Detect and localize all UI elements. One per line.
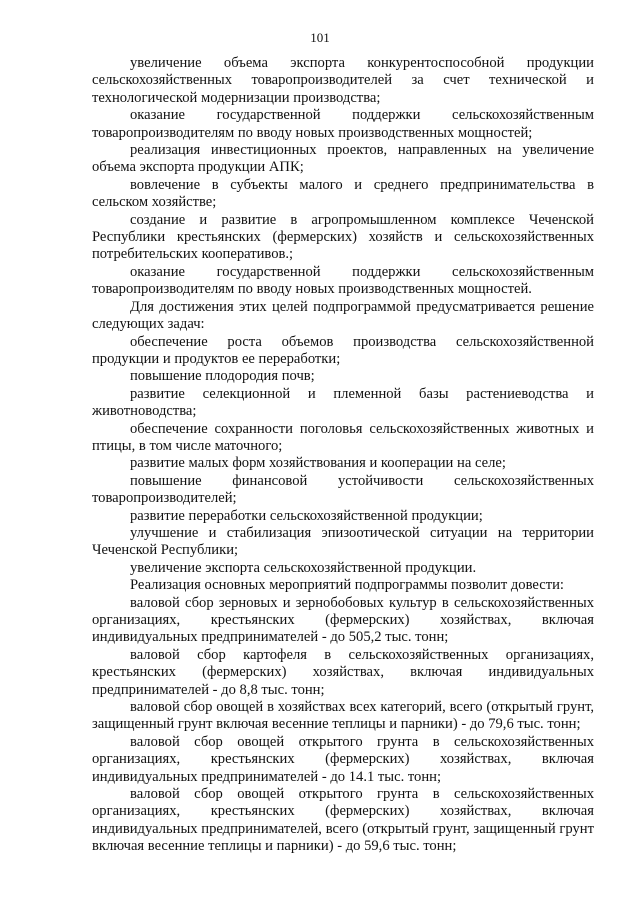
paragraph: развитие переработки сельскохозяйственной продукции; <box>130 507 483 524</box>
paragraph: повышение финансовой устойчивости сельскохозяйственных товаропроизводителей; <box>92 472 594 507</box>
paragraph: обеспечение роста объемов производства сельскохозяйственной продукции и продуктов ее переработки; <box>92 333 594 367</box>
paragraph: валовой сбор овощей в хозяйствах всех категорий, всего (открытый грунт, защищенный грунт включая весенние теплицы и парники) - до 79,6 тыс. тонн; <box>92 699 594 733</box>
paragraph: увеличение экспорта сельскохозяйственной продукции. <box>130 559 477 576</box>
paragraph: повышение плодородия почв; <box>130 368 315 385</box>
paragraph: развитие селекционной и племенной базы растениеводства и животноводства; <box>92 385 594 420</box>
paragraph: оказание государственной поддержки сельскохозяйственным товаропроизводителям по вводу новых производственных мощностей; <box>92 107 594 141</box>
paragraph: обеспечение сохранности поголовья сельскохозяйственных животных и птицы, в том числе маточного; <box>92 420 594 454</box>
paragraph: улучшение и стабилизация эпизоотической ситуации на территории Чеченской Республики; <box>92 524 594 559</box>
paragraph: увеличение объема экспорта конкурентоспособной продукции сельскохозяйственных товаропроизводителей за счет технической и технологической модернизации производства; <box>92 55 594 106</box>
paragraph: вовлечение в субъекты малого и среднего предпринимательства в сельском хозяйстве; <box>92 176 594 211</box>
paragraph: реализация инвестиционных проектов, направленных на увеличение объема экспорта продукции АПК; <box>92 142 594 176</box>
paragraph: Реализация основных мероприятий подпрограммы позволит довести: <box>130 577 564 594</box>
paragraph: валовой сбор зерновых и зернобобовых культур в сельскохозяйственных организациях, крестьянских (фермерских) хозяйствах, включая индивидуальных предпринимателей - до 505,2 тыс. тонн; <box>92 594 594 646</box>
paragraph: валовой сбор овощей открытого грунта в сельскохозяйственных организациях, крестьянских (фермерских) хозяйствах, включая индивидуальных предпринимателей - до 14.1 тыс. тонн; <box>92 733 594 785</box>
document-body <box>92 55 594 856</box>
paragraph: оказание государственной поддержки сельскохозяйственным товаропроизводителям по вводу новых производственных мощностей. <box>92 263 594 298</box>
paragraph: Для достижения этих целей подпрограммой предусматривается решение следующих задач: <box>92 298 594 333</box>
paragraph: валовой сбор картофеля в сельскохозяйственных организациях, крестьянских (фермерских) хозяйствах, включая индивидуальных предпринимателей - до 8,8 тыс. тонн; <box>92 646 594 698</box>
page-number: 101 <box>310 30 330 45</box>
paragraph: создание и развитие в агропромышленном комплексе Чеченской Республики крестьянских (фермерских) хозяйств и сельскохозяйственных потребительских кооперативов.; <box>92 211 594 263</box>
paragraph: развитие малых форм хозяйствования и кооперации на селе; <box>130 455 506 472</box>
paragraph: валовой сбор овощей открытого грунта в сельскохозяйственных организациях, крестьянских (фермерских) хозяйствах, включая индивидуальных предпринимателей, всего (открытый грунт, защищенный грунт включая весенние теплицы и парники) - до 59,6 тыс. тонн; <box>92 786 594 855</box>
